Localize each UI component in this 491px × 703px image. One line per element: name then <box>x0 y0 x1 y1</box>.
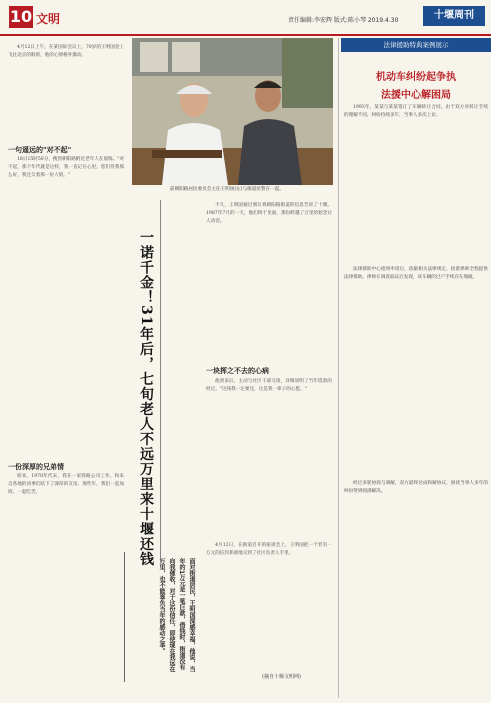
page-header <box>0 0 491 36</box>
editor-credits: 责任编辑:李宏辉 版式:陈小琴 2019.4.30 <box>288 17 399 24</box>
section-name: 文明 <box>36 12 61 26</box>
title-divider <box>160 200 161 562</box>
law-paragraph-1: 1993年，某某与某某签订了车辆转让合同。由于双方对转让手续的理解不同，纠纷持续多年，当事人多次上访。 <box>344 105 488 119</box>
law-paragraph-3: 经过多轮协商与调解，双方最终达成和解协议，困扰当事人多年的纠纷得到圆满解决。 <box>344 481 488 495</box>
article-source: (摘自十堰文明网) <box>262 674 301 680</box>
mid-subheading-1: 一块挥之不去的心病 <box>206 367 269 375</box>
law-article-subtitle: 法援中心解困局 <box>381 90 451 101</box>
law-article-title: 机动车纠纷起争执 <box>376 72 456 83</box>
left-subheading-2: 一份深厚的兄弟情 <box>8 463 64 471</box>
left-subheading-1: 一句遥远的"对不起" <box>8 146 72 154</box>
law-section-banner: 法律援助特典案例展示 <box>341 38 491 52</box>
photo-caption: 前朝阳路居民委员会主任王明国(左)与街道民警在一起。 <box>170 187 284 192</box>
mid-paragraph-1: 不久，王明国通过朋友将朝阳路街道的信息告诉了十堰。1987年7月的一天，他们终于见面，那份跨越了万里的惦念让人动容。 <box>206 203 332 225</box>
law-paragraph-2: 法律援助中心接到申请后，依据相关法律规定，指派律师全程提供法律援助。律师在调查取证后发现，该车辆的过户手续存在瑕疵。 <box>344 267 488 281</box>
lead-summary: 面对街道居民，王明国深感幸福，他说，当年的1万元是一笔巨款，借钱时，街道没有向我催收，对于这份信任，即使现在我远在万里，也不能辜负当年的感动之举。 <box>124 552 200 682</box>
masthead-logo: 十堰周刊 <box>423 6 485 26</box>
left-paragraph-3: 原来，1970年代末，我在一家铁路公司工作，和来自各地的同事们结下了深厚的友谊。那些年，我们一起加班、一起吃苦。 <box>8 474 124 496</box>
news-photo <box>132 38 333 185</box>
column-divider <box>338 38 339 698</box>
page-number: 10 <box>9 7 33 26</box>
left-paragraph-1: 4月12日上午，在某国际会议上，70岁的王明国登上飞往北京的航班，他的心情格外激动。 <box>8 45 124 59</box>
mid-paragraph-3: 4月12日，在街道召开的座谈会上，王明国把一个装有一万元的信封郑重地交到了社区负责人手里。 <box>206 543 332 557</box>
left-paragraph-2: 18日15时50分，搜到朝阳路附近老年人在晨练。"对不起，那个年代就是这样，我一直记在心里，您们待我那么好，我还欠着那一份人情。" <box>8 157 124 179</box>
article-title: 一诺千金！31年后，七旬老人不远万里来十堰还钱 <box>138 230 154 567</box>
mid-paragraph-2: 他到来后，主动与社区干部交谈，详细说明了当年借款的经过。"这钱我一定要还，这是我一辈子的心愿。" <box>206 379 332 393</box>
photo-illustration <box>132 38 333 185</box>
